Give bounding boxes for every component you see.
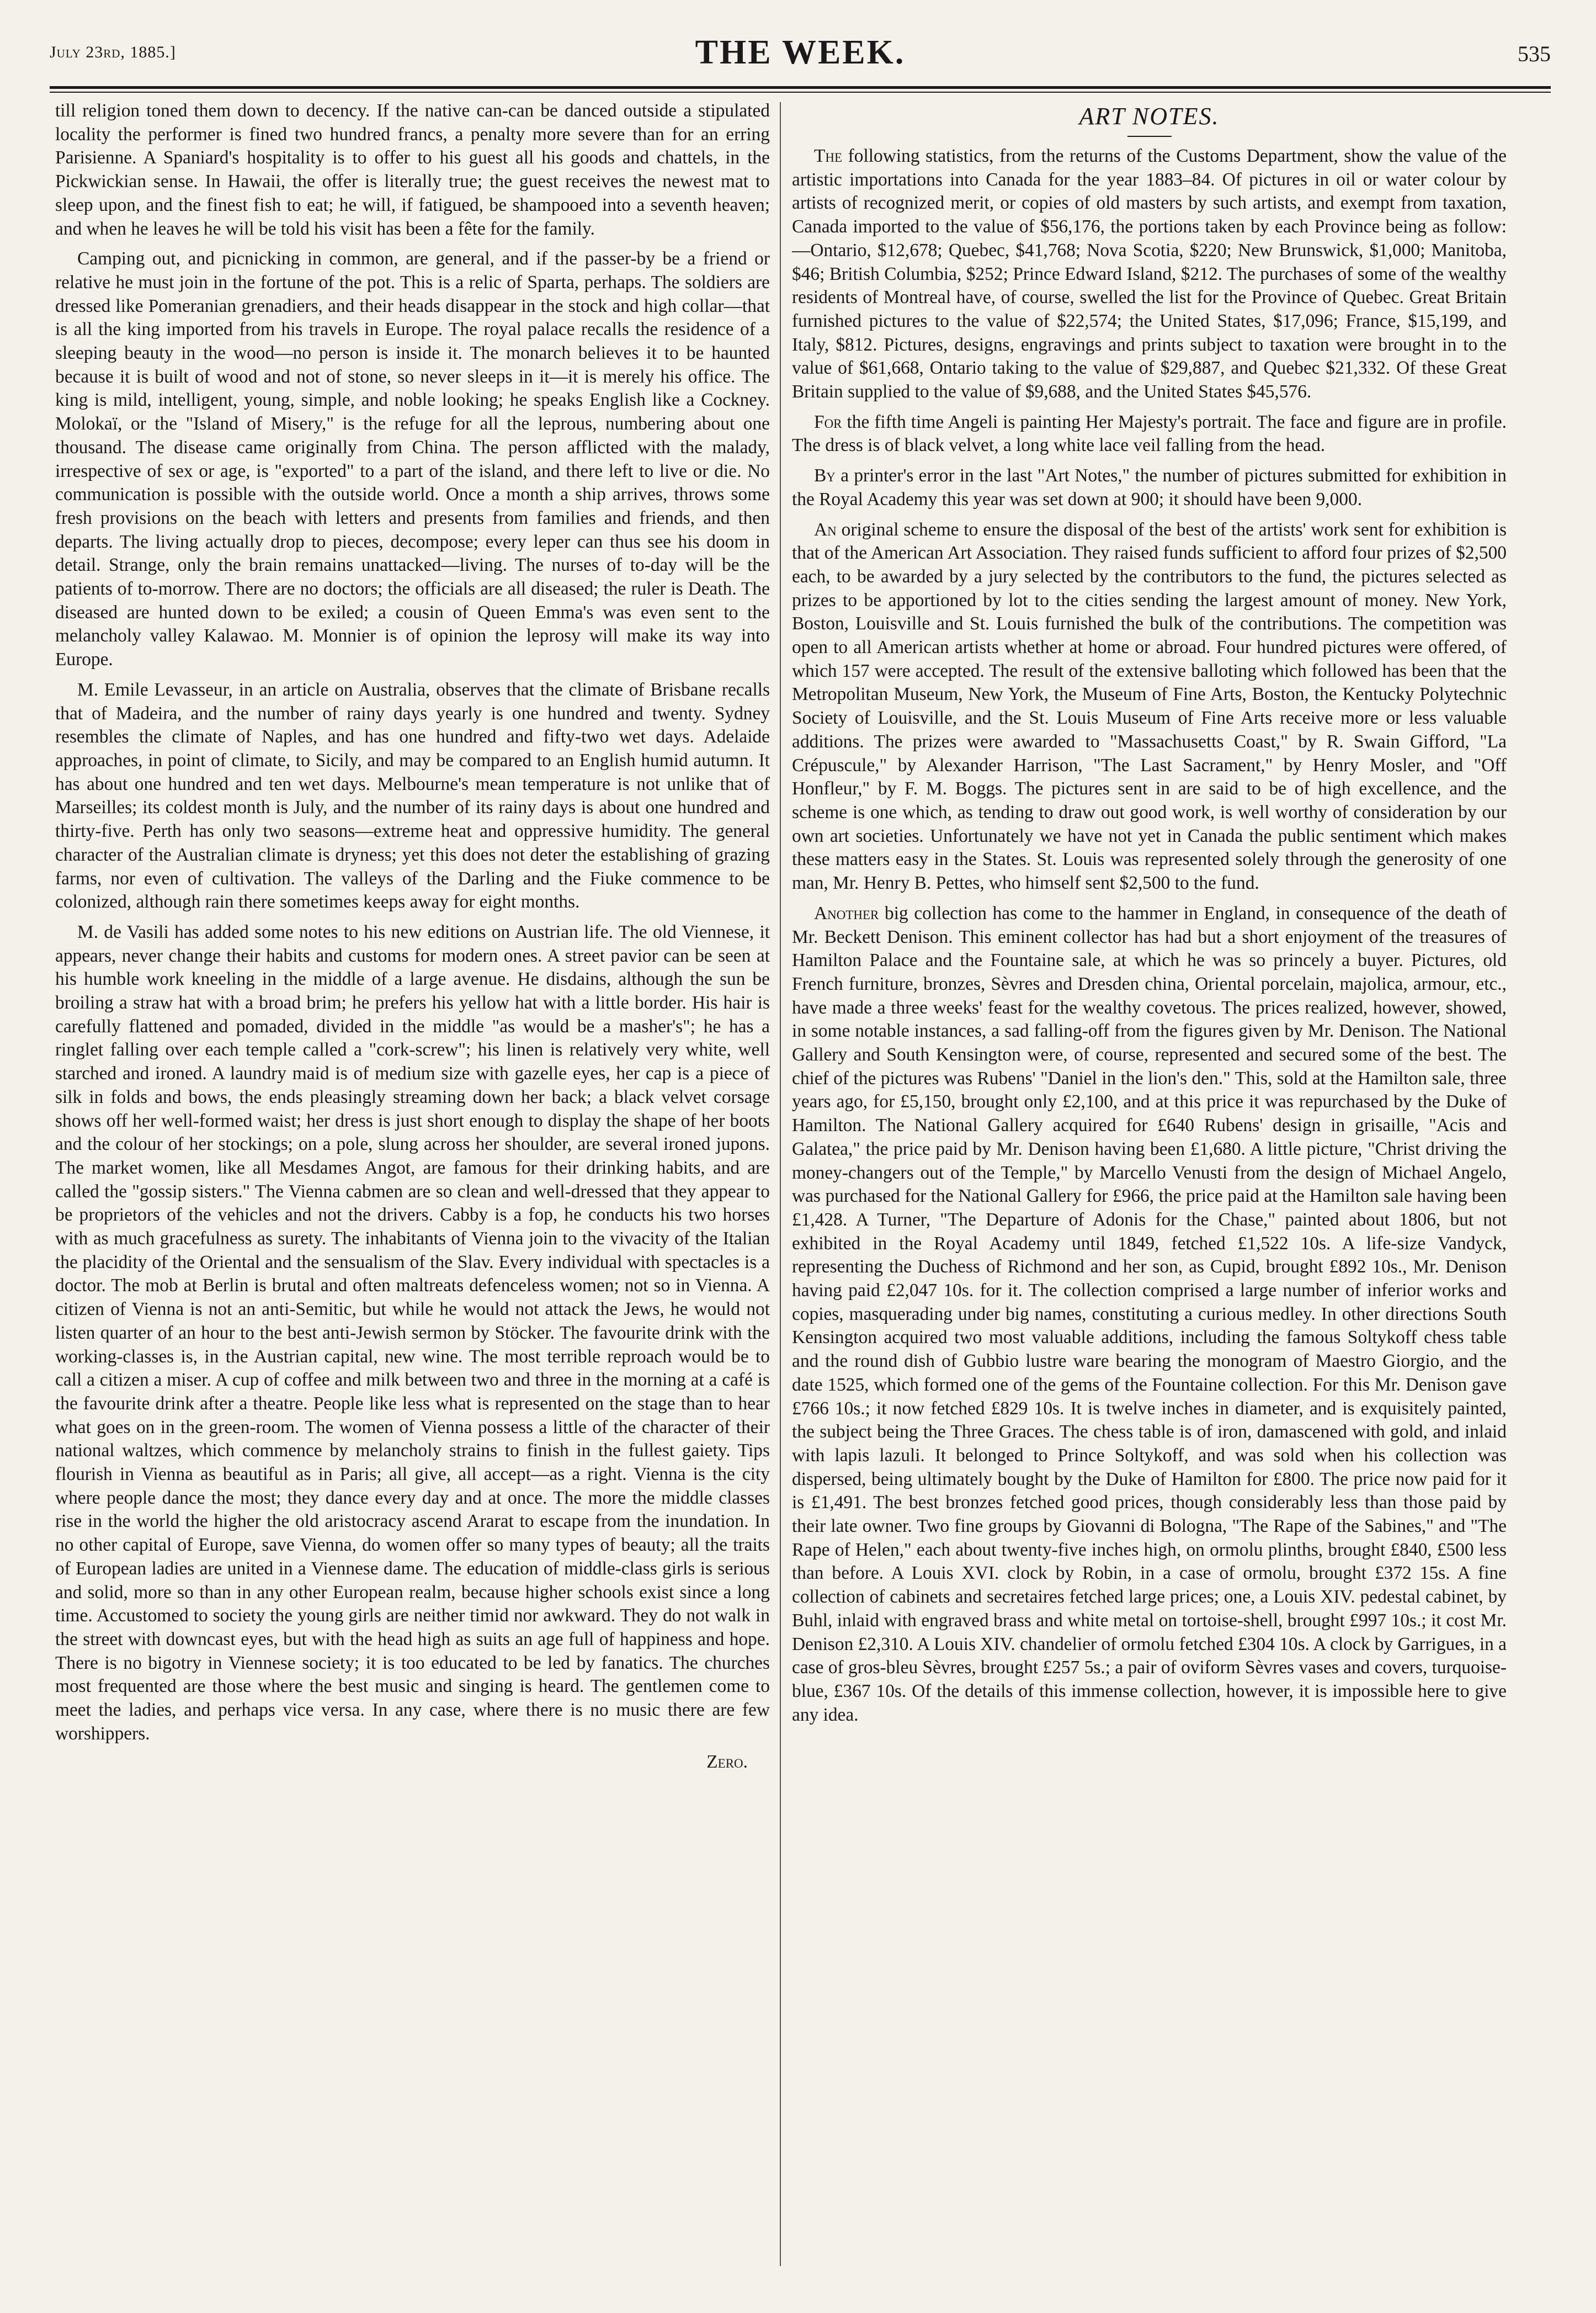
right-column (792, 99, 1507, 2285)
left-column (55, 99, 770, 2285)
lead-word: By (814, 465, 836, 486)
paragraph-text: a printer's error in the last "Art Notes," the number of pictures submitted for exhibition in the Royal Academy this year was set down at 900; it should have been 9,000. (792, 465, 1507, 510)
paragraph-text: big collection has come to the hammer in England, in consequence of the death of Mr. Beckett Denison. This eminent collector has had but a short enjoyment of the treasures of Hamilton Palace and the Fountaine sale, at which he was so princely a buyer. Pictures, old French furniture, bronzes, Sèvres and Dresden china, Oriental porcelain, majolica, armour, etc., have made a three weeks' feast for the wealthy covetous. The prices realized, however, showed, in some notable instances, a sad falling-off from the figures given by Mr. Denison. The National Gallery and South Kensington were, of course, represented and secured some of the best. The chief of the pictures was Rubens' "Daniel in the lion's den." This, sold at the Hamilton sale, three years ago, for £5,150, brought only £2,100, and at this price it was repurchased by the Duke of Hamilton. The National Gallery acquired for £640 Rubens' design in grisaille, "Acis and Galatea," the price paid by Mr. Denison having been £1,680. A little picture, "Christ driving the money-changers out of the Temple," by Marcello Venusti from the design of Michael Angelo, was purchased for the National Gallery for £966, the price paid at the Hamilton sale having been £1,428. A Turner, "The Departure of Adonis for the Chase," painted about 1806, but not exhibited in the Royal Academy until 1849, fetched £1,522 10s. A life-size Vandyck, representing the Duchess of Richmond and her son, as Cupid, brought £892 10s., Mr. Denison having paid £2,047 10s. for it. The collection comprised a large number of inferior works and copies, masquerading under big names, constituting a curious medley. In other directions South Kensington acquired two most valuable additions, including the famous Soltykoff chess table and the round dish of Gubbio lustre ware bearing the monogram of Maestro Giorgio, and the date 1525, which formed one of the gems of the Fountaine collection. For this Mr. Denison gave £766 10s.; it now fetched £829 10s. It is twelve inches in diameter, and is exquisitely painted, the subject being the Three Graces. The chess table is of iron, damascened with gold, and inlaid with lapis lazuli. It belonged to Prince Soltykoff, and was sold when his collection was dispersed, being ultimately bought by the Duke of Hamilton for £800. The price now paid for it is £1,491. The best bronzes fetched good prices, though considerably less than those paid by their late owner. Two fine groups by Giovanni di Bologna, "The Rape of the Sabines," and "The Rape of Helen," each about twenty-five inches high, on ormolu plinths, brought £840, £500 less than before. A Louis XVI. clock by Robin, in a case of ormolu, brought £372 15s. A fine collection of cabinets and secretaires fetched large prices; one, a Louis XIV. pedestal cabinet, by Buhl, inlaid with engraved brass and white metal on tortoise-shell, brought £997 10s.; it cost Mr. Denison £2,310. A Louis XIV. chandelier of ormolu fetched £304 10s. A clock by Garrigues, in a case of gros-bleu Sèvres, brought £257 5s.; a pair of oviform Sèvres vases and covers, turquoise-blue, £367 10s. Of the details of this immense collection, however, it is impossible here to give any idea. (792, 903, 1507, 1725)
paragraph (792, 464, 1507, 511)
paragraph (792, 518, 1507, 895)
paragraph: till religion toned them down to decency. If the native can-can be danced outside a stipulated locality the performer is fined two hundred francs, a penalty more severe than for an erring Parisienne. A Spaniard's hospitality is to offer to his guest all his goods and chattels, in the Pickwickian sense. In Hawaii, the offer is literally true; the guest receives the newest mat to sleep upon, and the finest fish to eat; he will, if fatigued, be shampooed into a seventh heaven; and when he leaves he will be told his visit has been a fête for the family. (55, 100, 770, 239)
paragraph (792, 411, 1507, 458)
lead-word: Another (814, 903, 879, 924)
paragraph (792, 145, 1507, 404)
paragraph-text: the fifth time Angeli is painting Her Majesty's portrait. The face and figure are in profile. The dress is of black velvet, a long white lace veil falling from the head. (792, 411, 1507, 456)
paragraph: M. de Vasili has added some notes to his new editions on Austrian life. The old Viennese, it appears, never change their habits and customs for modern ones. A street pavior can be seen at his humble work kneeling in the middle of a large avenue. He disdains, although the sun be broiling a straw hat with a broad brim; he prefers his yellow hat with a little border. His hair is carefully flattened and pomaded, divided in the middle "as would be a masher's"; he has a ringlet falling over each temple called a "cork-screw"; his linen is relatively very white, well starched and ironed. A laundry maid is of medium size with gazelle eyes, her cap is a piece of silk in folds and bows, the ends pleasingly streaming down her back; a black velvet corsage shows off her well-formed waist; her dress is just short enough to display the shape of her boots and the colour of her stockings; on a pole, slung across her shoulder, are several ironed jupons. The market women, like all Mesdames Angot, are famous for their drinking habits, and are called the "gossip sisters." The Vienna cabmen are so clean and well-dressed that they appear to be proprietors of the vehicles and not the drivers. Cabby is a fop, he conducts his two horses with as much gracefulness as surety. The inhabitants of Vienna join to the vivacity of the Italian the placidity of the Oriental and the sensualism of the Slav. Every individual with spectacles is a doctor. The mob at Berlin is brutal and often maltreats defenceless women; not so in Vienna. A citizen of Vienna is not an anti-Semitic, but while he would not attack the Jews, he would not listen quarter of an hour to the best anti-Jewish sermon by Stöcker. The favourite drink with the working-classes is, in the Austrian capital, new wine. The most terrible reproach would be to call a citizen a miser. A cup of coffee and milk between two and three in the morning at a café is the favourite drink after a theatre. People like less what is represented on the stage than to hear what goes on in the green-room. The women of Vienna possess a little of the character of their national waltzes, which commence by melancholy strains to finish in the fullest gaiety. Tips flourish in Vienna as beautiful as in Paris; all give, all accept—as a right. Vienna is the city where people dance the most; they dance every day and at once. The more the middle classes rise in the world the higher the old aristocracy ascend Ararat to escape from the inundation. In no other capital of Europe, save Vienna, do women offer so many types of beauty; all the traits of European ladies are united in a Viennese dame. The education of middle-class girls is serious and solid, more so than in any other European realm, because higher schools exist since a long time. Accustomed to society the young girls are neither timid nor awkward. They do not walk in the street with downcast eyes, but with the head high as suits an age full of happiness and hope. There is no bigotry in Viennese society; it is too educated to be led by fanatics. The churches most frequented are those where the best music and singing is heard. The gentlemen come to meet the ladies, and perhaps vice versa. In any case, where there is no music there are few worshippers. (55, 921, 770, 1744)
page-number: 535 (1518, 41, 1551, 66)
header-rule-thin (50, 92, 1551, 93)
paragraph-text: following statistics, from the returns of the Customs Department, show the value of the artistic importations into Canada for the year 1883–84. Of pictures in oil or water colour by artists of recognized merit, or copies of old masters by such artists, and exempt from taxation, Canada imported to the value of $56,176, the portions taken by each Province being as follow:—Ontario, $12,678; Quebec, $41,768; Nova Scotia, $220; New Brunswick, $1,000; Manitoba, $46; British Columbia, $252; Prince Edward Island, $212. The purchases of some of the wealthy residents of Montreal have, of course, swelled the list for the Province of Quebec. Great Britain furnished pictures to the value of $22,574; the United States, $17,096; France, $15,199, and Italy, $812. Pictures, designs, engravings and prints subject to taxation were brought in to the value of $61,668, Ontario taking to the value of $29,887, and Quebec $21,332. Of these Great Britain supplied to the value of $9,688, and the United States $45,576. (792, 146, 1507, 402)
title-rule (1127, 136, 1172, 137)
paragraph-text: original scheme to ensure the disposal of the best of the artists' work sent for exhibition is that of the American Art Association. They raised funds sufficient to afford four prizes of $2,500 each, to be awarded by a jury selected by the contributors to the fund, the pictures selected as prizes to be apportioned by lot to the cities sending the largest amount of money. New York, Boston, Louisville and St. Louis furnished the bulk of the contributions. The competition was open to all American artists whether at home or abroad. Four hundred pictures were offered, of which 157 were accepted. The result of the extensive balloting which followed has been that the Metropolitan Museum, New York, the Museum of Fine Arts, Boston, the Kentucky Polytechnic Society of Louisville, and the St. Louis Museum of Fine Arts receive more or less valuable additions. The prizes were awarded to "Massachusetts Coast," by R. Swain Gifford, "La Crépuscule," by Alexander Harrison, "The Last Sacrament," by Henry Mosler, and "Off Honfleur," by F. M. Boggs. The pictures sent in are said to be of high excellence, and the scheme is one which, as tending to draw out good work, is well worthy of consideration by our own art societies. Unfortunately we have not yet in Canada the public sentiment which makes these matters easy in the States. St. Louis was represented solely through the generosity of one man, Mr. Henry B. Pettes, who himself sent $2,500 to the fund. (792, 519, 1507, 894)
paragraph: M. Emile Levasseur, in an article on Australia, observes that the climate of Brisbane recalls that of Madeira, and the number of rainy days yearly is one hundred and twenty. Sydney resembles the climate of Naples, and has one hundred and fifty-two wet days. Adelaide approaches, in point of climate, to Sicily, and may be compared to an English humid autumn. It has about one hundred and ten wet days. Melbourne's mean temperature is not unlike that of Marseilles; its coldest month is July, and the number of its rainy days is about one hundred and thirty-five. Perth has only two seasons—extreme heat and oppressive humidity. The general character of the Australian climate is dryness; yet this does not deter the establishing of grazing farms, nor even of cultivation. The valleys of the Darling and the Fiuke commence to be colonized, although rain there sometimes keeps away for eight months. (55, 679, 770, 913)
issue-date: July 23rd, 1885.] (50, 43, 176, 61)
masthead-title: THE WEEK. (695, 34, 906, 71)
lead-word: For (814, 411, 842, 432)
page-header (50, 26, 1551, 93)
paragraph: Camping out, and picnicking in common, are general, and if the passer-by be a friend or relative he must join in the fortune of the pot. This is a relic of Sparta, perhaps. The soldiers are dressed like Pomeranian grenadiers, and their heads disappear in the stock and high collar—that is all the king imported from his travels in Europe. The royal palace recalls the residence of a sleeping beauty in the wood—no person is inside it. The monarch believes it to be haunted because it is built of wood and not of stone, so never sleeps in it—it is merely his office. The king is mild, intelligent, young, simple, and noble looking; he speaks English like a Cockney. Molokaï, or the "Island of Misery," is the refuge for all the leprous, numbering about one thousand. The disease came originally from China. The person afflicted with the malady, irrespective of sex or age, is "exported" to a part of the island, and there left to live or die. No communication is possible with the outside world. Once a month a ship arrives, throws some fresh provisions on the beach with letters and presents from families and friends, and then departs. The living actually drop to pieces, decompose; every leper can thus see his doom in detail. Strange, only the brain remains unattacked—living. The nurses of to-day will be the patients of to-morrow. There are no doctors; the officials are all diseased; the ruler is Death. The diseased are hunted down to be exiled; a cousin of Queen Emma's was even sent to the melancholy valley Kalawao. M. Monnier is of opinion the leprosy will make its way into Europe. (55, 248, 770, 670)
header-rule-thick (50, 86, 1551, 89)
lead-word: The (814, 146, 843, 166)
section-title: ART NOTES. (1079, 103, 1220, 130)
lead-word: An (814, 519, 837, 540)
column-divider (780, 102, 781, 2266)
author-signature: Zero. (706, 1751, 748, 1772)
paragraph (792, 902, 1507, 1727)
